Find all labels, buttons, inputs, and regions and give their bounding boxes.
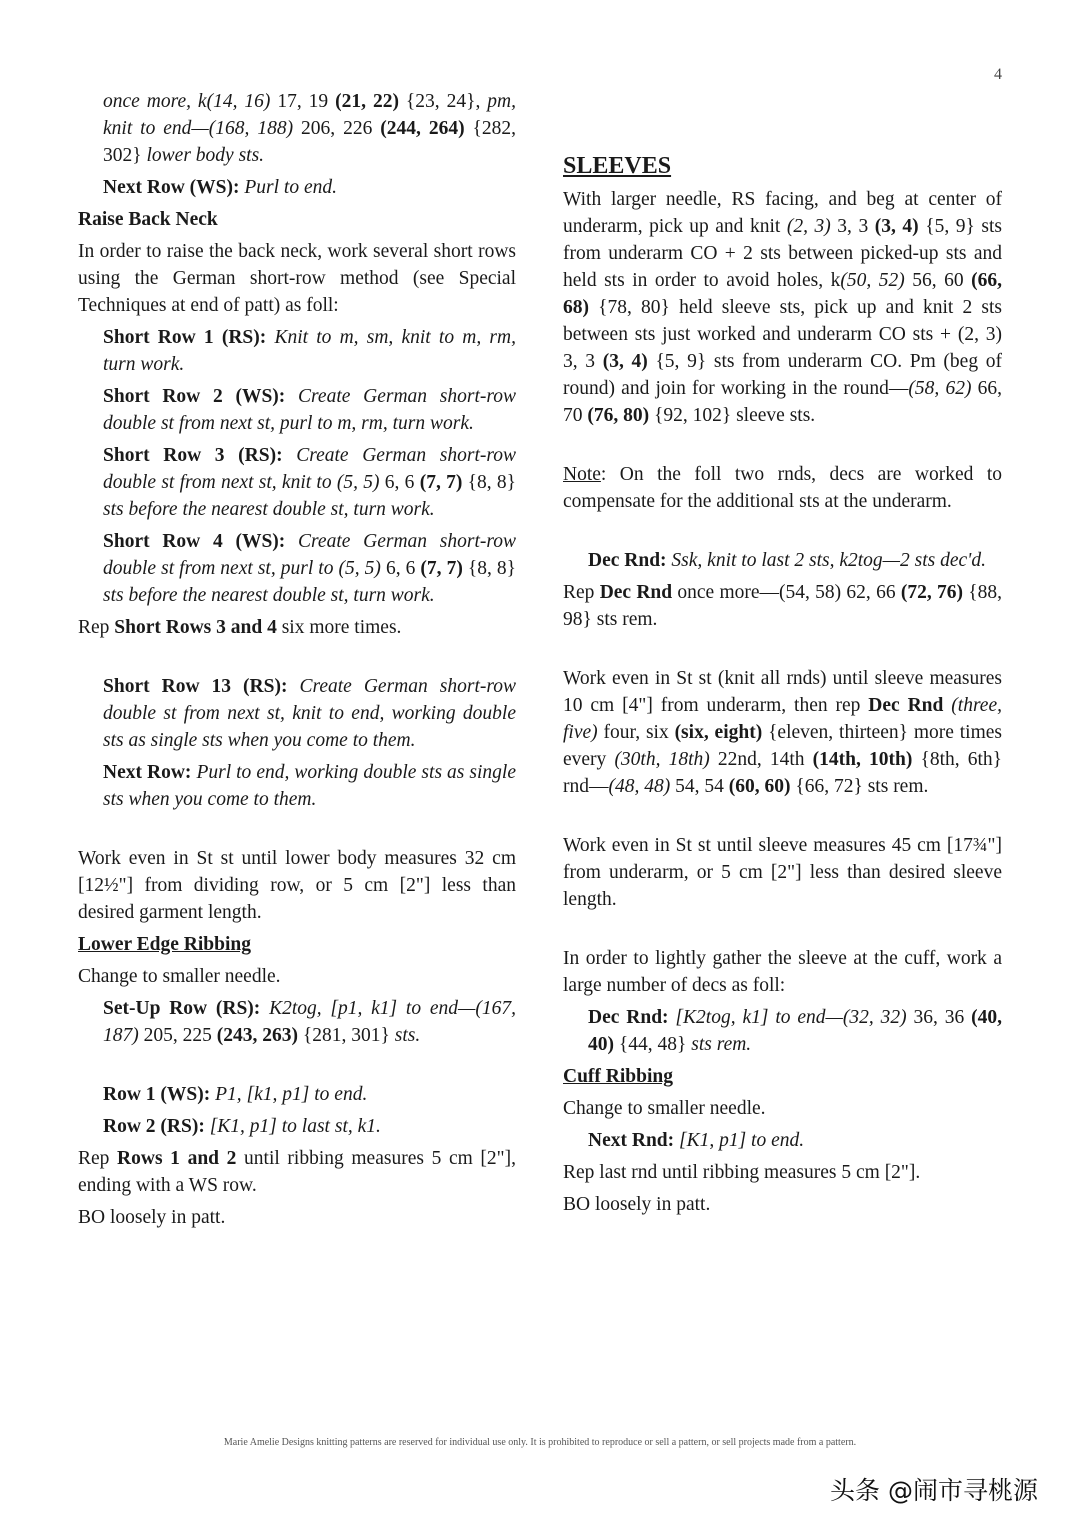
cuff-dec-rnd: Dec Rnd: [K2tog, k1] to end—(32, 32) 36, 36 (40, 40) {44, 48} sts rem. — [588, 1007, 1003, 1055]
dec-rnd: Dec Rnd: Ssk, knit to last 2 sts, k2tog—2 sts dec'd. — [588, 550, 986, 571]
repeat-last-rnd: Rep last rnd until ribbing measures 5 cm [2"]. — [563, 1162, 921, 1183]
right-column — [563, 150, 1002, 1223]
change-needle: Change to smaller needle. — [78, 966, 281, 987]
gather-intro: In order to lightly gather the sleeve at the cuff, work a large number of decs as foll: — [563, 948, 1002, 996]
left-column — [78, 88, 516, 1236]
note-paragraph: Note: On the foll two rnds, decs are worked to compensate for the additional sts at the underarm. — [563, 464, 1002, 512]
raise-back-neck-heading: Raise Back Neck — [78, 209, 218, 230]
short-row-13: Short Row 13 (RS): Create German short-row double st from next st, knit to end, working double sts as single sts when you come to them. — [103, 676, 516, 751]
repeat-dec-rnd: Rep Dec Rnd once more—(54, 58) 62, 66 (72, 76) {88, 98} sts rem. — [563, 582, 1002, 630]
short-row-3: Short Row 3 (RS): Create German short-row double st from next st, knit to (5, 5) 6, 6 (7, 7) {8, 8} sts before the nearest double st, turn work. — [103, 445, 516, 520]
short-row-1: Short Row 1 (RS): Knit to m, sm, knit to m, rm, turn work. — [103, 327, 516, 375]
cuff-ribbing-heading: Cuff Ribbing — [563, 1066, 673, 1087]
next-rnd: Next Rnd: [K1, p1] to end. — [588, 1130, 805, 1151]
short-row-2: Short Row 2 (WS): Create German short-row double st from next st, purl to m, rm, turn work. — [103, 386, 516, 434]
row-1: Row 1 (WS): P1, [k1, p1] to end. — [103, 1084, 368, 1105]
work-even-sleeve-1: Work even in St st (knit all rnds) until sleeve measures 10 cm [4"] from underarm, then rep Dec Rnd (three, five) four, six (six, eight) {eleven, thirteen} more times every (30th, 18th) 22nd, 14th (14th, 10th) {8th, 6th} rnd—(48, 48) 54, 54 (60, 60) {66, 72} sts rem. — [563, 668, 1003, 797]
lower-edge-ribbing-heading: Lower Edge Ribbing — [78, 934, 252, 955]
sleeves-heading: SLEEVES — [563, 153, 672, 179]
repeat-short-rows: Rep Short Rows 3 and 4 six more times. — [78, 617, 402, 638]
body-count-paragraph: once more, k(14, 16) 17, 19 (21, 22) {23, 24}, pm, knit to end—(168, 188) 206, 226 (244, 264) {282, 302} lower body sts. — [103, 91, 516, 166]
raise-intro: In order to raise the back neck, work several short rows using the German short-row method (see Special Techniques at end of patt) as foll: — [78, 241, 516, 316]
copyright-footer: Marie Amelie Designs knitting patterns are reserved for individual use only. It is prohibited to reproduce or sell a pattern, or sell projects made from a pattern. — [223, 1437, 857, 1448]
page-number: 4 — [994, 66, 1002, 83]
watermark: 头条 @闹市寻桃源 — [830, 1476, 1038, 1505]
work-even-lower-body: Work even in St st until lower body measures 32 cm [12½"] from dividing row, or 5 cm [2"] less than desired garment length. — [78, 848, 516, 923]
next-row-purl: Next Row: Purl to end, working double sts as single sts when you come to them. — [103, 762, 516, 810]
short-row-4: Short Row 4 (WS): Create German short-row double st from next st, purl to (5, 5) 6, 6 (7, 7) {8, 8} sts before the nearest double st, turn work. — [103, 531, 516, 606]
cuff-change-needle: Change to smaller needle. — [563, 1098, 766, 1119]
set-up-row: Set-Up Row (RS): K2tog, [p1, k1] to end—(167, 187) 205, 225 (243, 263) {281, 301} sts. — [103, 998, 516, 1046]
sleeve-pickup-paragraph: With larger needle, RS facing, and beg at center of underarm, pick up and knit (2, 3) 3, 3 (3, 4) {5, 9} sts from underarm CO + 2 sts between picked-up sts and held sts in order to avoid holes, k(50, 52) 56, 60 (66, 68) {78, 80} held sleeve sts, pick up and knit 2 sts between sts just worked and underarm CO sts + (2, 3) 3, 3 (3, 4) {5, 9} sts from underarm CO. Pm (beg of round) and join for working in the round—(58, 62) 66, 70 (76, 80) {92, 102} sleeve sts. — [563, 189, 1002, 426]
next-row-instruction: Next Row (WS): Purl to end. — [103, 177, 337, 198]
cuff-bind-off: BO loosely in patt. — [563, 1194, 711, 1215]
row-2: Row 2 (RS): [K1, p1] to last st, k1. — [103, 1116, 381, 1137]
repeat-rows: Rep Rows 1 and 2 until ribbing measures 5 cm [2"], ending with a WS row. — [78, 1148, 516, 1196]
bind-off: BO loosely in patt. — [78, 1207, 226, 1228]
work-even-sleeve-2: Work even in St st until sleeve measures 45 cm [17¾"] from underarm, or 5 cm [2"] less than desired sleeve length. — [563, 835, 1002, 910]
